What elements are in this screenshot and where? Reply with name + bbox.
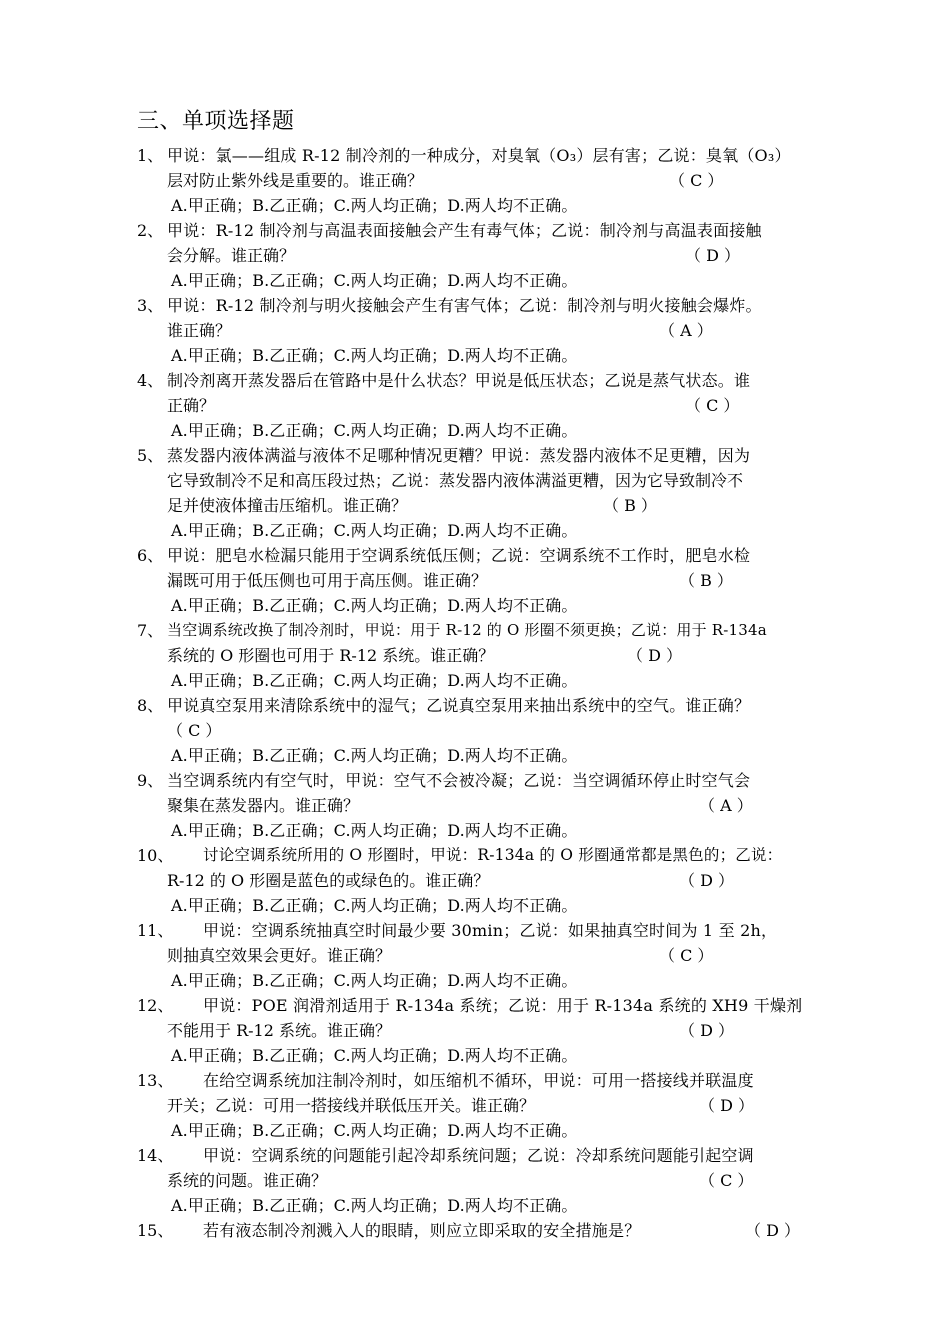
question-text-line: 当空调系统改换了制冷剂时，甲说：用于 R-12 的 O 形圈不须更换；乙说：用于 R-134a — [167, 621, 767, 639]
question-number: 4、 — [137, 371, 164, 390]
question-5 — [137, 443, 862, 543]
question-6 — [137, 543, 862, 618]
question-3 — [137, 293, 862, 368]
question-number: 7、 — [137, 621, 164, 640]
question-number: 9、 — [137, 771, 164, 790]
question-10 — [137, 843, 862, 918]
answer-mark: （ D ） — [699, 1096, 755, 1115]
answer-options: A.甲正确；B.乙正确；C.两人均正确；D.两人均不正确。 — [171, 1046, 578, 1065]
question-text-line: 在给空调系统加注制冷剂时，如压缩机不循环，甲说：可用一搭接线并联温度 — [203, 1071, 754, 1090]
question-11 — [137, 918, 862, 993]
question-text-line: 正确？ — [167, 396, 216, 415]
question-number: 5、 — [137, 446, 164, 465]
question-text-line: 甲说：R-12 制冷剂与明火接触会产生有害气体；乙说：制冷剂与明火接触会爆炸。 — [167, 296, 762, 315]
question-13 — [137, 1068, 862, 1143]
question-text-line: 漏既可用于低压侧也可用于高压侧。谁正确？ — [167, 571, 488, 590]
answer-mark: （ C ） — [167, 721, 222, 740]
answer-options: A.甲正确；B.乙正确；C.两人均正确；D.两人均不正确。 — [171, 596, 578, 615]
question-text-line: 当空调系统内有空气时，甲说：空气不会被冷凝；乙说：当空调循环停止时空气会 — [167, 771, 751, 790]
answer-options: A.甲正确；B.乙正确；C.两人均正确；D.两人均不正确。 — [171, 671, 578, 690]
answer-options: A.甲正确；B.乙正确；C.两人均正确；D.两人均不正确。 — [171, 521, 578, 540]
question-text-line: R-12 的 O 形圈是蓝色的或绿色的。谁正确？ — [167, 871, 490, 890]
answer-options: A.甲正确；B.乙正确；C.两人均正确；D.两人均不正确。 — [171, 971, 578, 990]
question-list — [137, 143, 862, 1243]
answer-mark: （ B ） — [603, 496, 657, 515]
question-text-line: 它导致制冷不足和高压段过热；乙说：蒸发器内液体满溢更糟，因为它导致制冷不 — [167, 471, 744, 490]
answer-mark: （ A ） — [659, 321, 713, 340]
question-text-line: 系统的问题。谁正确？ — [167, 1171, 328, 1190]
question-number: 8、 — [137, 696, 164, 715]
question-text-line: 甲说：空调系统的问题能引起冷却系统问题；乙说：冷却系统问题能引起空调 — [203, 1146, 754, 1165]
question-text-line: 若有液态制冷剂溅入人的眼睛，则应立即采取的安全措施是？ — [203, 1221, 641, 1240]
question-number: 15、 — [137, 1221, 174, 1240]
answer-mark: （ D ） — [627, 646, 683, 665]
question-text-line: 聚集在蒸发器内。谁正确？ — [167, 796, 360, 815]
question-text-line: 会分解。谁正确？ — [167, 246, 296, 265]
question-text-line: 层对防止紫外线是重要的。谁正确？ — [167, 171, 424, 190]
question-9 — [137, 768, 862, 843]
question-text-line: 开关；乙说：可用一搭接线并联低压开关。谁正确？ — [167, 1096, 536, 1115]
question-text-line: 蒸发器内液体满溢与液体不足哪种情况更糟？甲说：蒸发器内液体不足更糟，因为 — [167, 446, 751, 465]
question-14 — [137, 1143, 862, 1218]
question-7 — [137, 618, 862, 693]
answer-mark: （ D ） — [679, 1021, 735, 1040]
answer-options: A.甲正确；B.乙正确；C.两人均正确；D.两人均不正确。 — [171, 1196, 578, 1215]
question-15 — [137, 1218, 862, 1243]
question-text-line: 则抽真空效果会更好。谁正确？ — [167, 946, 392, 965]
answer-options: A.甲正确；B.乙正确；C.两人均正确；D.两人均不正确。 — [171, 896, 578, 915]
answer-mark: （ D ） — [679, 871, 735, 890]
question-text-line: 谁正确？ — [167, 321, 232, 340]
question-text-line: 讨论空调系统所用的 O 形圈时，甲说：R-134a 的 O 形圈通常都是黑色的；乙说： — [203, 846, 783, 864]
question-text-line: 制冷剂离开蒸发器后在管路中是什么状态？甲说是低压状态；乙说是蒸气状态。谁 — [167, 371, 751, 390]
answer-mark: （ B ） — [679, 571, 733, 590]
question-text-line: 足并使液体撞击压缩机。谁正确？ — [167, 496, 408, 515]
question-text-line: 甲说：R-12 制冷剂与高温表面接触会产生有毒气体；乙说：制冷剂与高温表面接触 — [167, 221, 762, 240]
question-text-line: 甲说真空泵用来清除系统中的湿气；乙说真空泵用来抽出系统中的空气。谁正确？ — [167, 696, 751, 715]
answer-options: A.甲正确；B.乙正确；C.两人均正确；D.两人均不正确。 — [171, 421, 578, 440]
question-4 — [137, 368, 862, 443]
question-number: 10、 — [137, 846, 174, 865]
question-number: 13、 — [137, 1071, 174, 1090]
section-title: 三、单项选择题 — [137, 109, 295, 134]
question-number: 11、 — [137, 921, 174, 940]
answer-options: A.甲正确；B.乙正确；C.两人均正确；D.两人均不正确。 — [171, 271, 578, 290]
question-text-line: 甲说：POE 润滑剂适用于 R-134a 系统；乙说：用于 R-134a 系统的 XH9 干燥剂 — [203, 996, 803, 1015]
question-text-line: 甲说：肥皂水检漏只能用于空调系统低压侧；乙说：空调系统不工作时，肥皂水检 — [167, 546, 751, 565]
answer-mark: （ A ） — [699, 796, 753, 815]
answer-mark: （ C ） — [659, 946, 714, 965]
answer-options: A.甲正确；B.乙正确；C.两人均正确；D.两人均不正确。 — [171, 821, 578, 840]
answer-options: A.甲正确；B.乙正确；C.两人均正确；D.两人均不正确。 — [171, 1121, 578, 1140]
answer-mark: （ C ） — [685, 396, 740, 415]
question-1 — [137, 143, 862, 218]
question-number: 3、 — [137, 296, 164, 315]
question-2 — [137, 218, 862, 293]
question-text-line: 甲说：氯——组成 R-12 制冷剂的一种成分，对臭氧（O₃）层有害；乙说：臭氧（O₃） — [167, 146, 791, 165]
answer-options: A.甲正确；B.乙正确；C.两人均正确；D.两人均不正确。 — [171, 746, 578, 765]
question-number: 6、 — [137, 546, 164, 565]
question-text-line: 系统的 O 形圈也可用于 R-12 系统。谁正确？ — [167, 646, 495, 665]
question-text-line: 甲说：空调系统抽真空时间最少要 30min；乙说：如果抽真空时间为 1 至 2h， — [203, 921, 778, 940]
answer-mark: （ C ） — [669, 171, 724, 190]
question-number: 12、 — [137, 996, 174, 1015]
question-number: 1、 — [137, 146, 164, 165]
question-text-line: 不能用于 R-12 系统。谁正确？ — [167, 1021, 391, 1040]
question-number: 2、 — [137, 221, 164, 240]
answer-options: A.甲正确；B.乙正确；C.两人均正确；D.两人均不正确。 — [171, 346, 578, 365]
answer-mark: （ D ） — [685, 246, 741, 265]
answer-mark: （ C ） — [699, 1171, 754, 1190]
answer-mark: （ D ） — [745, 1221, 801, 1240]
question-number: 14、 — [137, 1146, 174, 1165]
question-8 — [137, 693, 862, 768]
question-12 — [137, 993, 862, 1068]
answer-options: A.甲正确；B.乙正确；C.两人均正确；D.两人均不正确。 — [171, 196, 578, 215]
